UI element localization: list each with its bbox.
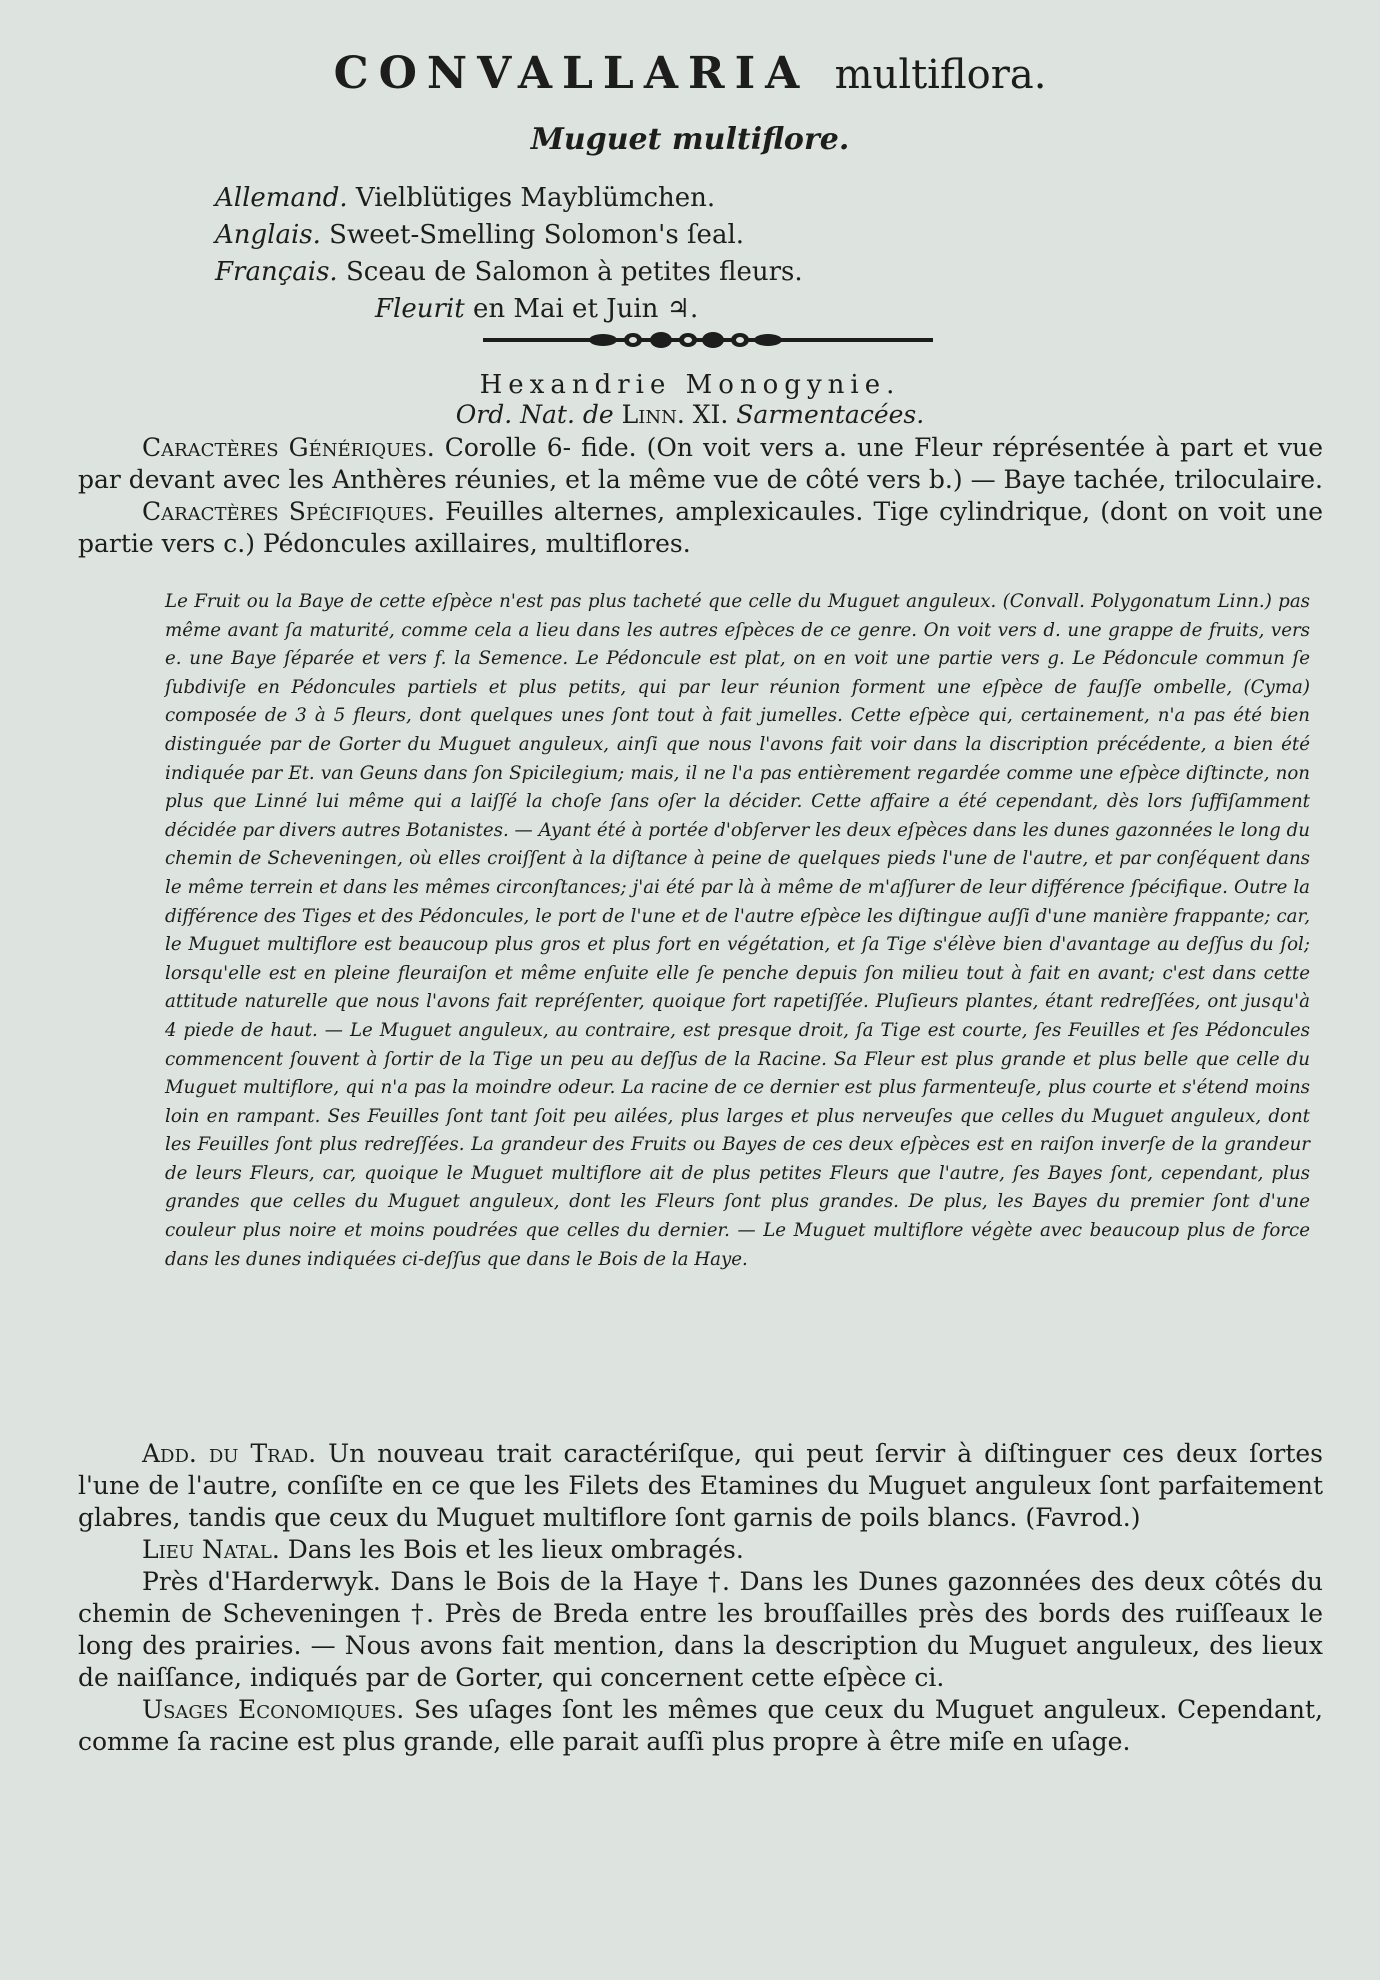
specific-characters: Caractères Spécifiques. Feuilles alternes, amplexicaules. Tige cylindrique, (dont on voit une partie vers c.) Pédoncules axillaires, multiflores. xyxy=(78,497,1323,558)
localities: Près d'Harderwyk. Dans le Bois de la Haye †. Dans les Dunes gazonnées des deux côtés du chemin de Scheveningen †. Près de Breda entre les brouſſailles près des bords des ruiſſeaux le long des prairies. — Nous avons fait mention, dans la description du Muguet anguleux, des lieux de naiſſance, indiqués par de Gorter, qui concernent cette eſpèce ci. xyxy=(78,1567,1323,1692)
economic-uses: Usages Economiques. Ses uſages ſont les mêmes que ceux du Muguet anguleux. Cependant, comme ſa racine est plus grande, elle parait auſſi plus propre à être miſe en uſage. xyxy=(78,1695,1323,1756)
name-row: Français. Sceau de Salomon à petites fleurs. xyxy=(215,257,803,287)
ornament-divider xyxy=(483,328,933,352)
name-row: Anglais. Sweet-Smelling Solomon's ſeal. xyxy=(215,220,745,250)
vernacular-names xyxy=(215,180,803,328)
native-habitat: Lieu Natal. Dans les Bois et les lieux ombragés. xyxy=(142,1535,744,1564)
name-row: Allemand. Vielblütiges Mayblümchen. xyxy=(215,183,716,213)
page-title xyxy=(0,48,1380,99)
translator-addition: Add. du Trad. Un nouveau trait caractériſque, qui peut ſervir à diſtinguer ces deux ſortes l'une de l'autre, conſiſte en ce que les Filets des Etamines du Muguet anguleux ſont parfaitement glabres, tandis que ceux du Muguet multiflore ſont garnis de poils blancs. (Favrod.) xyxy=(78,1439,1324,1532)
generic-characters: Caractères Génériques. Corolle 6- fide. (On voit vers a. une Fleur réprésentée à part et vue par devant avec les Anthères réunies, et la même vue de côté vers b.) — Baye tachée, triloculaire. xyxy=(78,433,1323,494)
closing-section xyxy=(78,1438,1323,1758)
flowering-time: Fleurit en Mai et Juin ♃. xyxy=(375,294,699,324)
french-name: Muguet multiflore. xyxy=(530,122,850,157)
character-section xyxy=(78,432,1323,560)
order-line: Ord. Nat. de Linn. XI. Sarmentacées. xyxy=(455,400,925,429)
descriptive-notes: Le Fruit ou la Baye de cette eſpèce n'est pas plus tacheté que celle du Muguet anguleux. (Convall. Polygonatum Linn.) pas même avant ſa maturité, comme cela a lieu dans les autres eſpèces de ce genre. On voit vers d. une grappe de fruits, vers e. une Baye ſéparée et vers f. la Semence. Le Pédoncule est plat, on en voit une partie vers g. Le Pédoncule commun ſe ſubdiviſe en Pédoncules partiels et plus petits, qui par leur réunion forment une eſpèce de fauſſe ombelle, (Cyma) composée de 3 à 5 fleurs, dont quelques unes ſont tout à fait jumelles. Cette eſpèce qui, certainement, n'a pas été bien distinguée par de Gorter du Muguet anguleux, ainſi que nous l'avons fait voir dans la discription précédente, a bien été indiquée par Et. van Geuns dans ſon Spicilegium; mais, il ne l'a pas entièrement regardée comme une eſpèce diſtincte, non plus que Linné lui même qui a laiſſé la choſe ſans oſer la décider. Cette affaire a été cependant, dès lors ſuffiſamment décidée par divers autres Botanistes. — Ayant été à portée d'obſerver les deux eſpèces dans les dunes gazonnées le long du chemin de Scheveningen, où elles croiſſent à la diſtance à peine de quelques pieds l'une de l'autre, et par conſéquent dans le même terrein et dans les mêmes circonſtances; j'ai été par là à même de m'aſſurer de leur différence ſpécifique. Outre la différence des Tiges et des Pédoncules, le port de l'une et de l'autre eſpèce les diſtingue auſſi d'une manière frappante; car, le Muguet multiflore est beaucoup plus gros et plus fort en végétation, et ſa Tige s'élève bien d'avantage au deſſus du ſol; lorsqu'elle est en pleine fleuraiſon et même enſuite elle ſe penche depuis ſon milieu tout à fait en avant; c'est dans cette attitude naturelle que nous l'avons fait repréſenter, quoique fort rapetiſſée. Pluſieurs plantes, étant redreſſées, ont jusqu'à 4 piede de haut. — Le Muguet anguleux, au contraire, est presque droit, ſa Tige est courte, ſes Feuilles et ſes Pédoncules commencent ſouvent à ſortir de la Tige un peu au deſſus de la Racine. Sa Fleur est plus grande et plus belle que celle du Muguet multiflore, qui n'a pas la moindre odeur. La racine de ce dernier est plus farmenteuſe, plus courte et s'étend moins loin en rampant. Ses Feuilles ſont tant ſoit peu ailées, plus larges et plus nerveuſes que celles du Muguet anguleux, dont les Feuilles ſont plus redreſſées. La grandeur des Fruits ou Bayes de ces deux eſpèces est en raiſon inverſe de la grandeur de leurs Fleurs, car, quoique le Muguet multiflore ait de plus petites Fleurs que l'autre, ſes Bayes ſont, cependant, plus grandes que celles du Muguet anguleux, dont les Fleurs ſont plus grandes. De plus, les Bayes du premier ſont d'une couleur plus noire et moins poudrées que celles du dernier. — Le Muguet multiflore végète avec beaucoup plus de force dans les dunes indiquées ci-deſſus que dans le Bois de la Haye. xyxy=(165,591,1310,1270)
species-name: multiflora. xyxy=(834,52,1047,98)
genus-name: CONVALLARIA xyxy=(333,48,810,99)
class-heading: Hexandrie Monogynie. xyxy=(479,370,901,400)
